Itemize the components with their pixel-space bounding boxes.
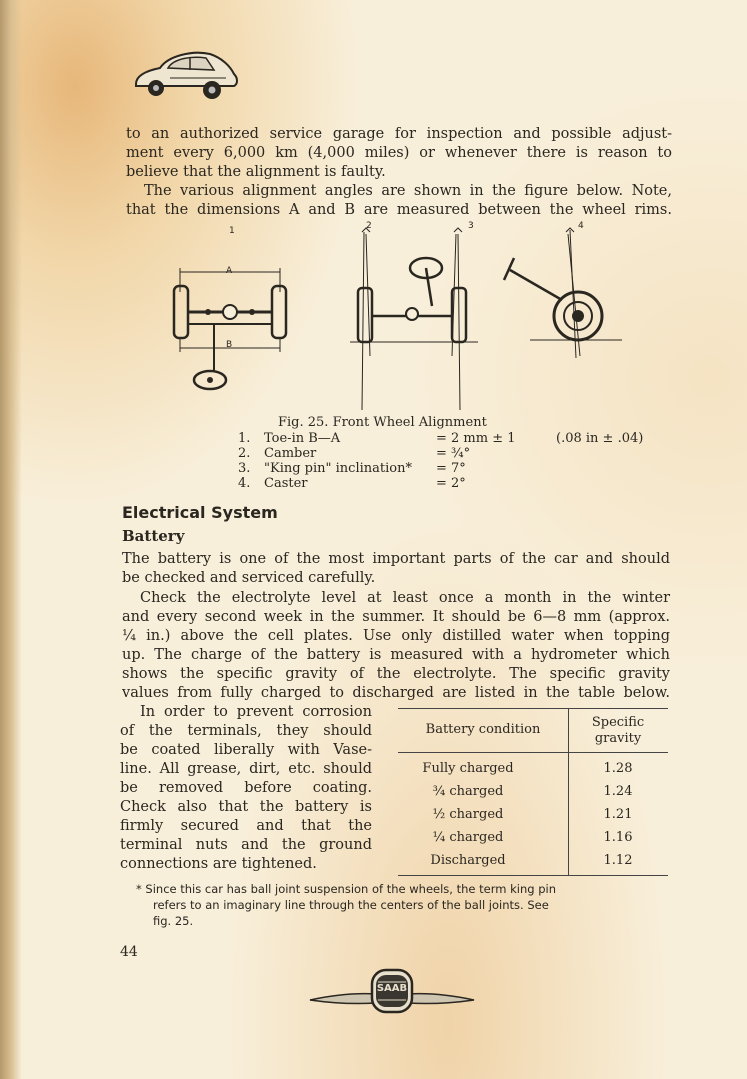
spec-label: Toe-in B—A xyxy=(264,431,341,446)
battery-text-line: values from fully charged to discharged are listed in the table below. xyxy=(122,685,670,701)
table-cell-gravity: 1.16 xyxy=(603,830,633,845)
table-cell-condition: ¼ charged xyxy=(432,830,504,845)
table-cell-gravity: 1.21 xyxy=(603,807,633,822)
alignment-spec-row xyxy=(238,431,678,447)
battery-text-line: be checked and serviced carefully. xyxy=(122,570,376,586)
table-cell-condition: Fully charged xyxy=(422,761,514,776)
section-title: Electrical System xyxy=(122,503,278,522)
spec-number: 3. xyxy=(238,461,251,476)
battery-text-line: The battery is one of the most important parts of the car and should xyxy=(122,551,670,567)
battery-text-line: of the terminals, they should xyxy=(120,723,372,739)
alignment-spec-row xyxy=(238,446,678,462)
page-number: 44 xyxy=(120,944,138,960)
subsection-title: Battery xyxy=(122,527,185,545)
intro-line: to an authorized service garage for inspection and possible adjust- xyxy=(126,126,672,142)
figure-marker-1: 1 xyxy=(229,226,235,236)
figure-marker-4: 4 xyxy=(578,221,584,231)
spec-extra: (.08 in ± .04) xyxy=(556,431,644,446)
battery-text-line: Check also that the battery is xyxy=(120,799,372,815)
battery-text-line: be removed before coating. xyxy=(120,780,372,796)
battery-text-line: up. The charge of the battery is measured with a hydrometer which xyxy=(122,647,670,663)
table-cell-condition: ½ charged xyxy=(432,807,504,822)
camber-kingpin-diagram xyxy=(340,226,480,412)
saab-logo-text: SAAB xyxy=(376,983,408,994)
table-cell-gravity: 1.28 xyxy=(603,761,633,776)
battery-text-line: ¼ in.) above the cell plates. Use only distilled water when topping xyxy=(122,628,670,644)
battery-text-line: Check the electrolyte level at least once a month in the winter xyxy=(140,590,670,606)
battery-text-line: terminal nuts and the ground xyxy=(120,837,372,853)
battery-text-line: connections are tightened. xyxy=(120,856,317,872)
battery-text-line: In order to prevent corrosion xyxy=(140,704,372,720)
table-cell-condition: ¾ charged xyxy=(432,784,504,799)
battery-text-line: be coated liberally with Vase- xyxy=(120,742,372,758)
footnote-line: fig. 25. xyxy=(153,914,194,928)
spec-number: 4. xyxy=(238,476,251,491)
footnote-line: * Since this car has ball joint suspension of the wheels, the term king pin xyxy=(136,882,556,896)
table-cell-gravity: 1.12 xyxy=(603,853,633,868)
battery-text-line: and every second week in the summer. It should be 6—8 mm (approx. xyxy=(122,609,670,625)
spec-value: = ¾° xyxy=(436,446,471,461)
caster-diagram xyxy=(490,226,626,362)
figure-marker-3: 3 xyxy=(468,221,474,231)
battery-text-line: line. All grease, dirt, etc. should xyxy=(120,761,372,777)
car-icon xyxy=(130,44,242,100)
footnote-line: refers to an imaginary line through the centers of the ball joints. See xyxy=(153,898,549,912)
intro-line: The various alignment angles are shown in the figure below. Note, xyxy=(144,183,672,199)
spec-number: 1. xyxy=(238,431,251,446)
intro-line: ment every 6,000 km (4,000 miles) or whenever there is reason to xyxy=(126,145,672,161)
dimension-label-a: A xyxy=(226,266,233,276)
alignment-spec-row xyxy=(238,476,678,492)
spec-value: = 2 mm ± 1 xyxy=(436,431,516,446)
battery-text-line: firmly secured and that the xyxy=(120,818,372,834)
toe-in-diagram xyxy=(168,262,298,394)
spec-label: Caster xyxy=(264,476,308,491)
table-header-condition: Battery condition xyxy=(425,722,541,737)
spec-value: = 7° xyxy=(436,461,466,476)
battery-text-line: shows the specific gravity of the electrolyte. The specific gravity xyxy=(122,666,670,682)
table-cell-condition: Discharged xyxy=(430,853,506,868)
spec-value: = 2° xyxy=(436,476,466,491)
spec-number: 2. xyxy=(238,446,251,461)
intro-line: that the dimensions A and B are measured between the wheel rims. xyxy=(126,202,672,218)
gravity-table xyxy=(398,708,668,876)
spec-label: "King pin" inclination* xyxy=(264,461,412,476)
spec-label: Camber xyxy=(264,446,317,461)
figure-caption: Fig. 25. Front Wheel Alignment xyxy=(278,415,487,430)
figure-marker-2: 2 xyxy=(366,221,372,231)
alignment-spec-row xyxy=(238,461,678,477)
table-header-gravity: Specific gravity xyxy=(591,715,645,746)
table-cell-gravity: 1.24 xyxy=(603,784,633,799)
dimension-label-b: B xyxy=(226,340,233,350)
intro-line: believe that the alignment is faulty. xyxy=(126,164,386,180)
